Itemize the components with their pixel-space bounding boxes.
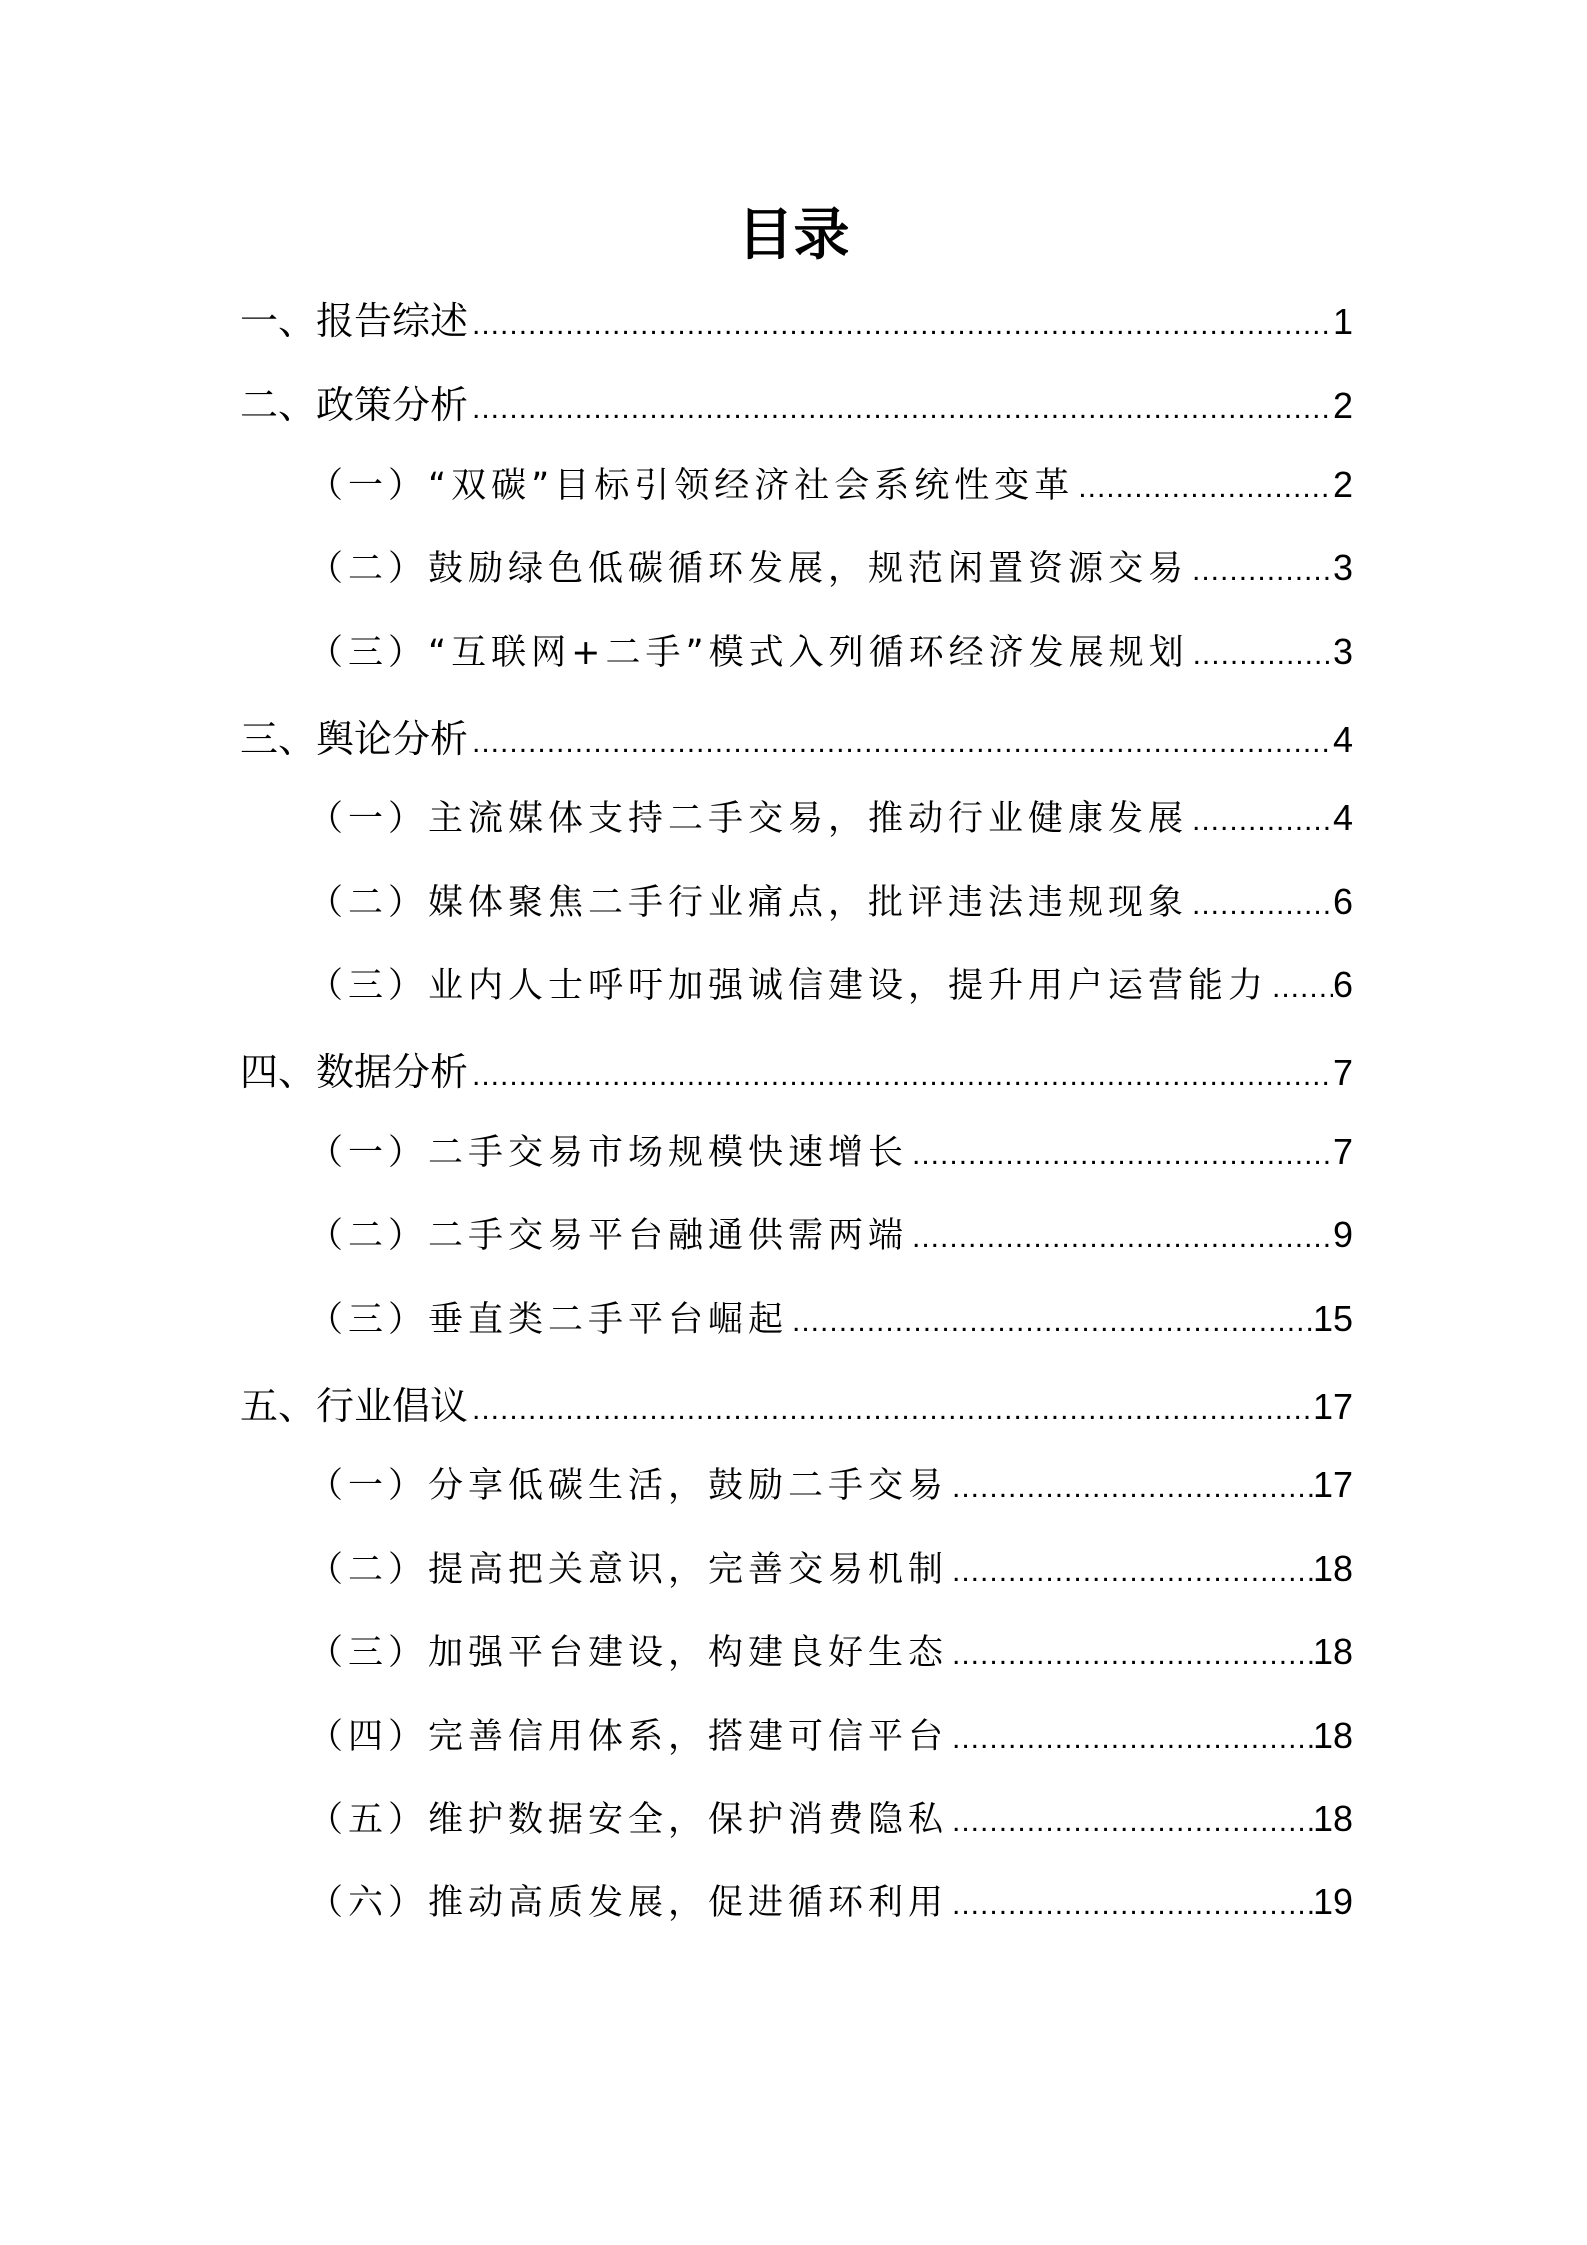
toc-entry-text: （一）分享低碳生活，鼓励二手交易 — [308, 1466, 949, 1506]
toc-entry-text: 三、舆论分析 — [240, 717, 469, 761]
toc-entry-text: 一、报告综述 — [240, 299, 469, 343]
toc-page-number: 18 — [1312, 1798, 1353, 1839]
toc-dot-leader — [948, 1638, 1313, 1672]
toc-entry[interactable] — [240, 1041, 1353, 1101]
page-title: 目录 — [737, 203, 850, 268]
toc-entry[interactable] — [308, 958, 1353, 1018]
toc-entry[interactable] — [308, 1208, 1353, 1268]
toc-page-number: 18 — [1312, 1631, 1353, 1672]
toc-entry-text: （一）二手交易市场规模快速增长 — [308, 1133, 909, 1173]
toc-entry[interactable] — [308, 1792, 1353, 1852]
toc-page-number: 2 — [1332, 385, 1353, 426]
toc-dot-leader — [468, 1059, 1333, 1093]
toc-entry[interactable] — [240, 1375, 1353, 1435]
toc-entry[interactable] — [308, 625, 1353, 685]
toc-dot-leader — [1189, 638, 1333, 672]
toc-page-number: 19 — [1312, 1881, 1353, 1922]
toc-entry-text: （二）鼓励绿色低碳循环发展，规范闲置资源交易 — [308, 549, 1189, 589]
toc-dot-leader — [468, 392, 1333, 426]
toc-entry[interactable] — [308, 1292, 1353, 1352]
toc-entry-text: （三）“互联网+二手”模式入列循环经济发展规划 — [308, 633, 1189, 673]
toc-entry-text: （三）业内人士呼吁加强诚信建设，提升用户运营能力 — [308, 966, 1269, 1006]
toc-page-number: 2 — [1332, 464, 1353, 505]
toc-entry-text: （三）垂直类二手平台崛起 — [308, 1300, 789, 1340]
toc-entry[interactable] — [308, 541, 1353, 601]
toc-page-number: 4 — [1332, 719, 1353, 760]
toc-dot-leader — [1074, 471, 1333, 505]
toc-entry[interactable] — [308, 1875, 1353, 1935]
toc-dot-leader — [948, 1471, 1313, 1505]
toc-dot-leader — [1188, 888, 1333, 922]
toc-entry-text: （四）完善信用体系，搭建可信平台 — [308, 1717, 949, 1757]
toc-entry-text: 四、数据分析 — [240, 1050, 469, 1094]
toc-entry[interactable] — [308, 791, 1353, 851]
toc-dot-leader — [908, 1138, 1333, 1172]
toc-entry[interactable] — [240, 374, 1353, 434]
toc-page-number: 15 — [1312, 1298, 1353, 1339]
toc-entry[interactable] — [308, 1458, 1353, 1518]
toc-entry-text: （一）“双碳”目标引领经济社会系统性变革 — [308, 466, 1075, 506]
toc-page-number: 1 — [1332, 301, 1353, 342]
toc-entry[interactable] — [240, 708, 1353, 768]
toc-entry[interactable] — [308, 1542, 1353, 1602]
toc-dot-leader — [788, 1305, 1313, 1339]
toc-page-number: 6 — [1332, 881, 1353, 922]
toc-entry[interactable] — [240, 290, 1353, 350]
toc-page-number: 4 — [1332, 797, 1353, 838]
toc-page-number: 7 — [1332, 1131, 1353, 1172]
toc-page-number: 18 — [1312, 1548, 1353, 1589]
toc-entry[interactable] — [308, 875, 1353, 935]
toc-page-number: 17 — [1312, 1386, 1353, 1427]
toc-entry-text: 五、行业倡议 — [240, 1384, 469, 1428]
toc-entry-text: （二）媒体聚焦二手行业痛点，批评违法违规现象 — [308, 883, 1189, 923]
toc-entry[interactable] — [308, 1709, 1353, 1769]
toc-entry[interactable] — [308, 1625, 1353, 1685]
toc-page-number: 7 — [1332, 1052, 1353, 1093]
toc-entry-text: （二）提高把关意识，完善交易机制 — [308, 1550, 949, 1590]
toc-entry-text: （一）主流媒体支持二手交易，推动行业健康发展 — [308, 799, 1189, 839]
toc-entry-text: 二、政策分析 — [240, 383, 469, 427]
toc-dot-leader — [908, 1221, 1333, 1255]
toc-dot-leader — [468, 1393, 1313, 1427]
toc-dot-leader — [948, 1805, 1313, 1839]
toc-entry-text: （三）加强平台建设，构建良好生态 — [308, 1633, 949, 1673]
toc-dot-leader — [1188, 804, 1333, 838]
toc-page-number: 6 — [1332, 964, 1353, 1005]
toc-dot-leader — [468, 726, 1333, 760]
toc-dot-leader — [948, 1888, 1313, 1922]
toc-entry-text: （五）维护数据安全，保护消费隐私 — [308, 1800, 949, 1840]
toc-entry[interactable] — [308, 458, 1353, 518]
toc-dot-leader — [1188, 554, 1333, 588]
toc-entry-text: （六）推动高质发展，促进循环利用 — [308, 1883, 949, 1923]
toc-entry[interactable] — [308, 1125, 1353, 1185]
toc-page-number: 9 — [1332, 1214, 1353, 1255]
toc-entry-text: （二）二手交易平台融通供需两端 — [308, 1216, 909, 1256]
toc-dot-leader — [468, 308, 1333, 342]
toc-page-number: 18 — [1312, 1715, 1353, 1756]
toc-page-number: 17 — [1312, 1464, 1353, 1505]
toc-page-number: 3 — [1332, 631, 1353, 672]
toc-dot-leader — [1268, 971, 1333, 1005]
toc-page-number: 3 — [1332, 547, 1353, 588]
toc-dot-leader — [948, 1722, 1313, 1756]
toc-dot-leader — [948, 1555, 1313, 1589]
